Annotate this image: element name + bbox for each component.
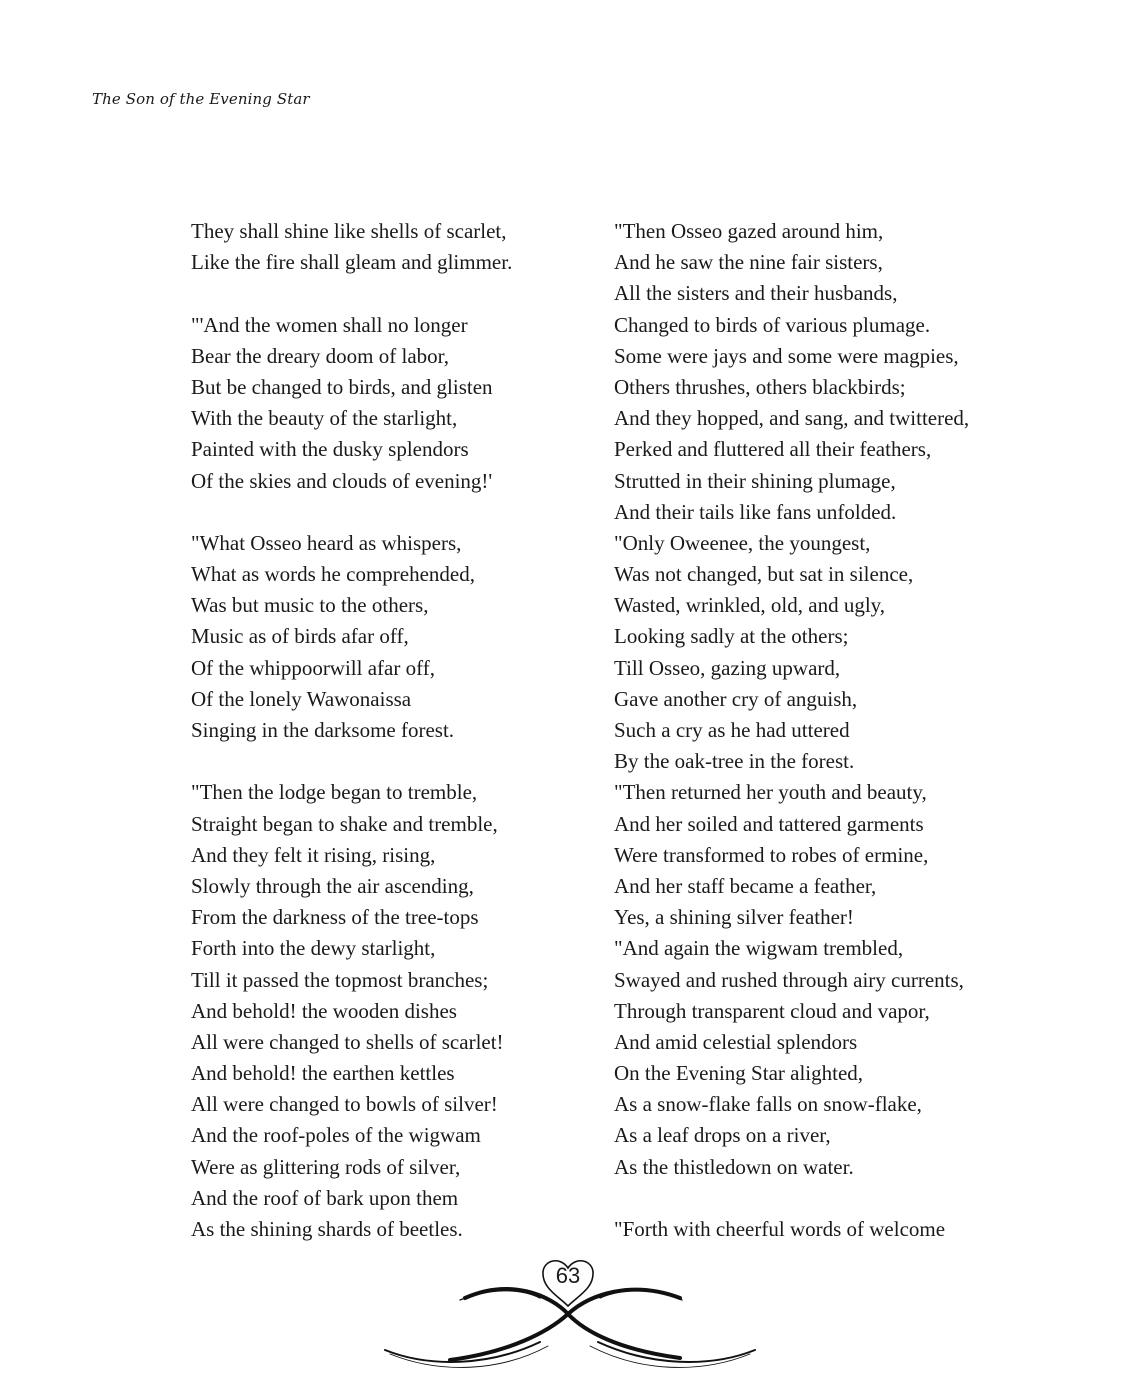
- poem-line: "'And the women shall no longer: [191, 312, 468, 337]
- poem-line: Others thrushes, others blackbirds;: [614, 374, 906, 399]
- poem-line: Gave another cry of anguish,: [614, 686, 858, 711]
- poem-line: Wasted, wrinkled, old, and ugly,: [614, 593, 886, 618]
- poem-line: And behold! the earthen kettles: [191, 1061, 455, 1086]
- poem-column-right: [614, 216, 1034, 1245]
- running-head: The Son of the Evening Star: [92, 90, 310, 108]
- poem-line: Were as glittering rods of silver,: [191, 1154, 461, 1179]
- poem-line: They shall shine like shells of scarlet,: [191, 219, 507, 243]
- poem-line: And the roof of bark upon them: [191, 1185, 459, 1210]
- poem-line: All were changed to shells of scarlet!: [191, 1029, 504, 1054]
- poem-line: With the beauty of the starlight,: [191, 406, 458, 431]
- poem-line: Music as of birds afar off,: [191, 624, 409, 649]
- poem-line: On the Evening Star alighted,: [614, 1061, 864, 1086]
- page-number: 63: [555, 1263, 581, 1288]
- poem-line: Forth into the dewy starlight,: [191, 936, 436, 961]
- poem-line: From the darkness of the tree-tops: [191, 905, 479, 930]
- poem-line: Strutted in their shining plumage,: [614, 468, 896, 493]
- poem-line: Straight began to shake and tremble,: [191, 811, 498, 836]
- poem-line: "Then Osseo gazed around him,: [614, 219, 884, 243]
- poem-line: Of the whippoorwill afar off,: [191, 655, 435, 680]
- poem-line: Was not changed, but sat in silence,: [614, 562, 914, 587]
- stanza: [191, 777, 591, 1245]
- poem-line: Was but music to the others,: [191, 593, 429, 618]
- poem-line: Looking sadly at the others;: [614, 624, 849, 649]
- stanza: [191, 310, 591, 497]
- poem-line: "What Osseo heard as whispers,: [191, 530, 462, 555]
- poem-line: And her soiled and tattered garments: [614, 811, 924, 836]
- stanza: [614, 216, 1034, 1183]
- poem-line: "Forth with cheerful words of welcome: [614, 1217, 946, 1241]
- stanza: [191, 216, 591, 278]
- poem-line: Bear the dreary doom of labor,: [191, 343, 450, 368]
- poem-line: "Then the lodge began to tremble,: [191, 780, 478, 805]
- poem-line: "And again the wigwam trembled,: [614, 936, 904, 961]
- poem-line: Yes, a shining silver feather!: [614, 905, 854, 930]
- stanza: [191, 528, 591, 746]
- poem-line: And behold! the wooden dishes: [191, 998, 457, 1023]
- poem-line: Swayed and rushed through airy currents,: [614, 967, 964, 992]
- poem-line: And he saw the nine fair sisters,: [614, 250, 883, 275]
- poem-line: Some were jays and some were magpies,: [614, 343, 959, 368]
- poem-line: Slowly through the air ascending,: [191, 873, 474, 898]
- poem-line: And the roof-poles of the wigwam: [191, 1123, 481, 1148]
- poem-line: Like the fire shall gleam and glimmer.: [191, 250, 513, 275]
- poem-line: Such a cry as he had uttered: [614, 718, 850, 742]
- poem-line: By the oak-tree in the forest.: [614, 749, 855, 774]
- poem-line: Painted with the dusky splendors: [191, 437, 469, 462]
- poem-line: As a leaf drops on a river,: [614, 1123, 831, 1148]
- poem-line: Through transparent cloud and vapor,: [614, 998, 930, 1023]
- poem-column-left: [191, 216, 591, 1245]
- poem-line: And they felt it rising, rising,: [191, 842, 436, 867]
- poem-line: And her staff became a feather,: [614, 873, 877, 898]
- poem-line: As the shining shards of beetles.: [191, 1217, 463, 1241]
- poem-line: And their tails like fans unfolded.: [614, 499, 897, 524]
- poem-line: And amid celestial splendors: [614, 1029, 858, 1054]
- poem-line: What as words he comprehended,: [191, 562, 475, 587]
- poem-line: Singing in the darksome forest.: [191, 718, 455, 742]
- stanza: [614, 1214, 1034, 1245]
- poem-line: All were changed to bowls of silver!: [191, 1092, 498, 1117]
- poem-line: "Then returned her youth and beauty,: [614, 780, 927, 805]
- poem-line: Were transformed to robes of ermine,: [614, 842, 929, 867]
- poem-line: Changed to birds of various plumage.: [614, 312, 931, 337]
- poem-line: As a snow-flake falls on snow-flake,: [614, 1092, 922, 1117]
- poem-line: "Only Oweenee, the youngest,: [614, 530, 871, 555]
- poem-line: All the sisters and their husbands,: [614, 281, 898, 306]
- poem-line: But be changed to birds, and glisten: [191, 374, 493, 399]
- poem-line: Till it passed the topmost branches;: [191, 967, 489, 992]
- poem-line: And they hopped, and sang, and twittered,: [614, 406, 970, 431]
- poem-line: Of the lonely Wawonaissa: [191, 686, 412, 711]
- poem-line: Of the skies and clouds of evening!': [191, 468, 493, 493]
- poem-line: Perked and fluttered all their feathers,: [614, 437, 932, 462]
- poem-line: Till Osseo, gazing upward,: [614, 655, 841, 680]
- poem-line: As the thistledown on water.: [614, 1154, 854, 1179]
